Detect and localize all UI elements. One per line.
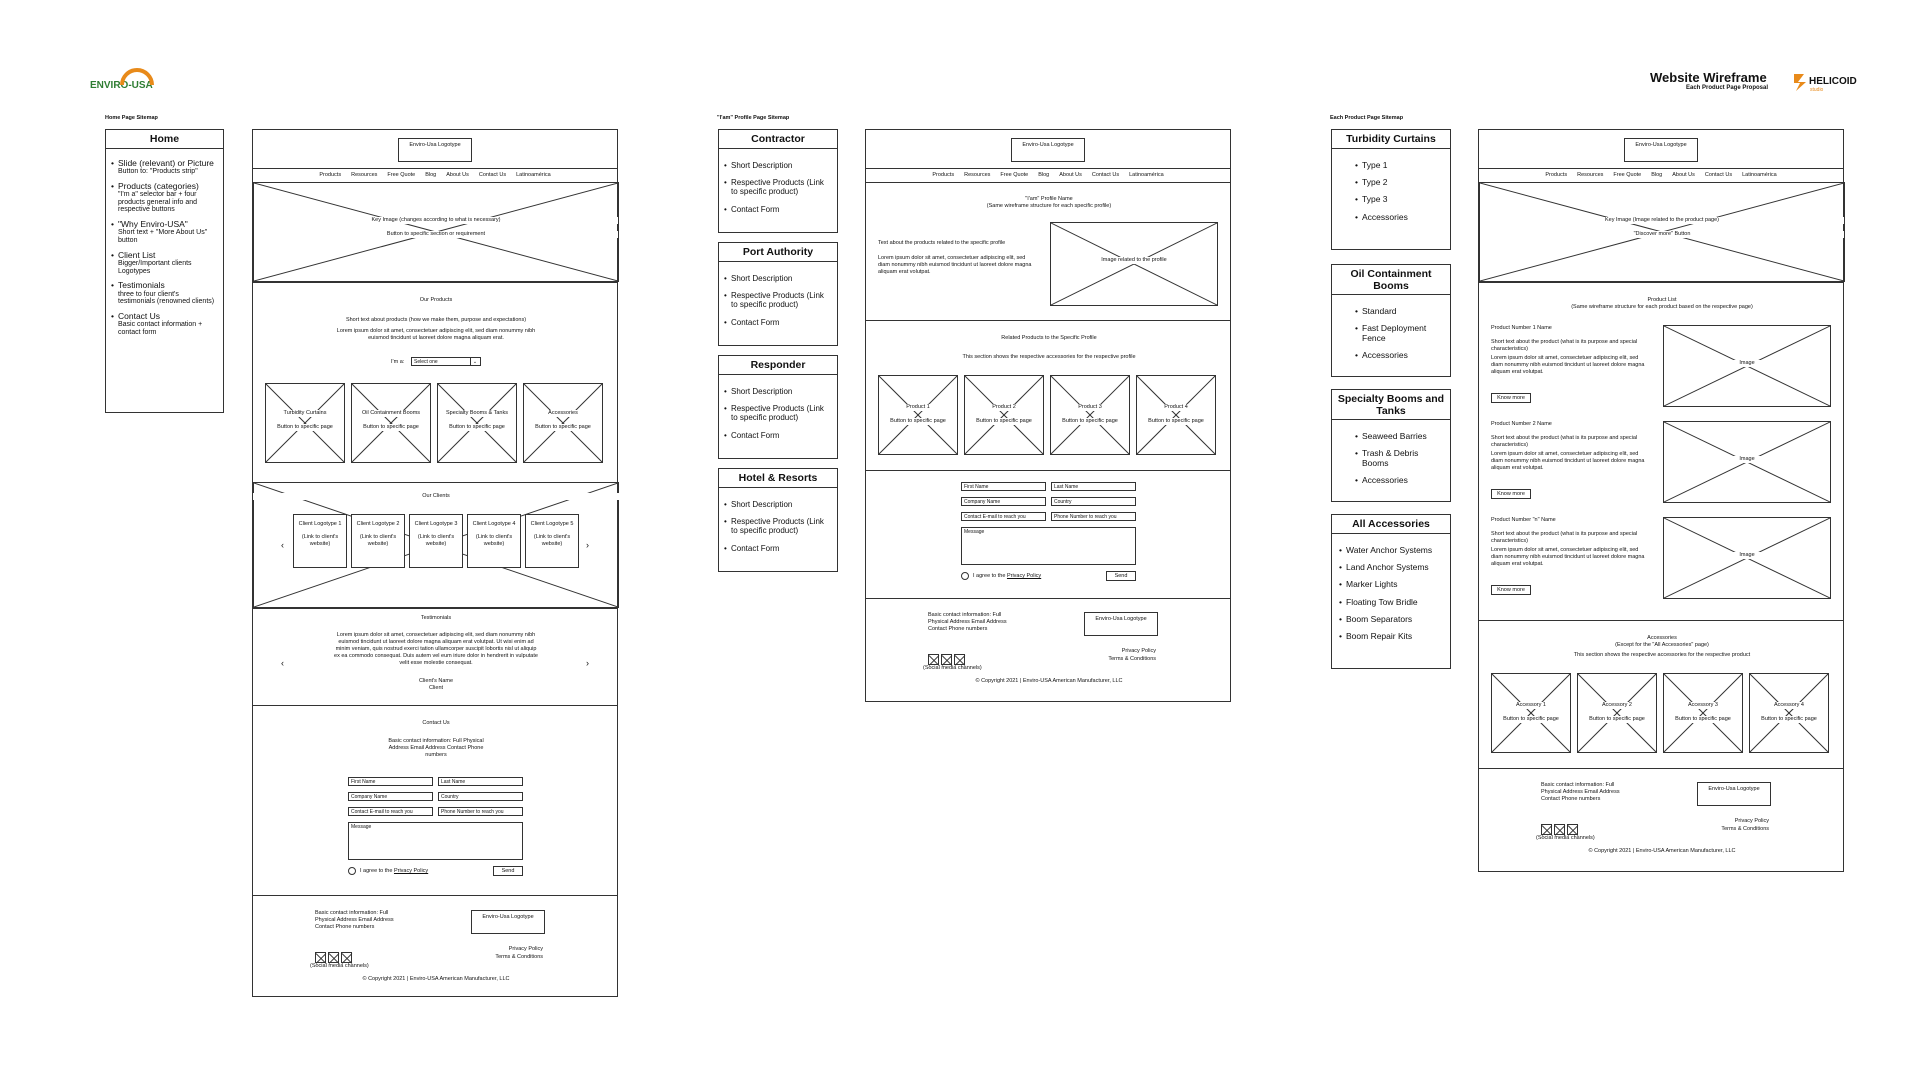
sitemap-item-sub: Basic contact information + contact form — [118, 321, 203, 337]
send-button[interactable]: Send — [1106, 571, 1136, 581]
social-media-icon[interactable] — [328, 952, 339, 963]
accessories-title: Accessories — [1647, 635, 1677, 641]
section-divider — [253, 168, 617, 169]
agree-radio[interactable] — [348, 867, 356, 875]
social-media-icon[interactable] — [954, 654, 965, 665]
sitemap-item-sub: Button to: "Products strip" — [118, 167, 198, 175]
product-item-lorem: Lorem ipsum dolor sit amet, consectetuer adipiscing elit, sed diam nonummy nibh euismod tincidunt ut laoreet dolore magna aliquam erat volutpat. — [1491, 547, 1645, 567]
client-link: (Link to client's website) — [359, 533, 397, 547]
sitemap-item — [118, 312, 215, 337]
profile-sub: (Same wireframe structure for each specific profile) — [986, 203, 1112, 209]
social-media-icon[interactable] — [1567, 824, 1578, 835]
product-item-image — [1663, 517, 1831, 599]
product-item-image — [1663, 421, 1831, 503]
product-sitemap-box — [1331, 514, 1451, 669]
placeholder-cross — [1664, 674, 1742, 752]
nav-item[interactable]: Blog — [425, 172, 437, 178]
placeholder-label: Key Image (Image related to the product page) — [1480, 217, 1844, 224]
social-media-icon[interactable] — [941, 654, 952, 665]
placeholder-label: Button to specific page — [1492, 716, 1570, 723]
footer-logotype: Enviro-Usa Logotype — [1697, 782, 1771, 806]
product-item-lorem: Lorem ipsum dolor sit amet, consectetuer adipiscing elit, sed diam nonummy nibh euismod tincidunt ut laoreet dolore magna aliquam erat volutpat. — [1491, 451, 1645, 471]
placeholder-label: Image related to the profile — [1051, 257, 1217, 264]
product-sitemap-item: • Boom Repair Kits — [1346, 632, 1442, 641]
profile-item: • Contact Form — [731, 319, 829, 328]
company-field[interactable]: Company Name — [348, 792, 433, 801]
section-divider — [866, 182, 1230, 183]
profile-name-title: "I'am" Profile Name — [1025, 196, 1073, 202]
client-logo[interactable] — [467, 514, 521, 568]
profile-items — [719, 488, 837, 567]
profile-item: • Short Description — [731, 388, 829, 397]
profile-item: • Respective Products (Link to specific product) — [731, 405, 829, 423]
product-sitemap-item: • Type 2 — [1362, 178, 1442, 187]
profile-sitemap-box — [718, 468, 838, 572]
placeholder-cross — [1492, 674, 1570, 752]
accessory-card[interactable] — [1749, 673, 1829, 753]
profile-sitemap-box — [718, 355, 838, 459]
nav-item[interactable]: Products — [319, 172, 342, 178]
im-a-label: I'm a: — [391, 359, 405, 365]
placeholder-cross — [1578, 674, 1656, 752]
sitemap-item-label: Slide (relevant) or Picture — [118, 157, 214, 168]
placeholder-cross — [438, 384, 516, 462]
social-media-icon[interactable] — [341, 952, 352, 963]
nav-item[interactable]: Latinoamérica — [1129, 172, 1164, 178]
products-text: Short text about products (how we make them, purpose and expectations) — [345, 317, 527, 323]
profile-item: • Short Description — [731, 501, 829, 510]
nav-item[interactable]: Blog — [1038, 172, 1050, 178]
wireframe-subtitle: Each Product Page Proposal — [1686, 85, 1769, 91]
client-logo[interactable] — [293, 514, 347, 568]
products-lorem: Lorem ipsum dolor sit amet, consectetuer adipiscing elit, sed diam nonummy nibh euismod tincidunt ut laoreet dolore magna aliquam erat. — [336, 328, 536, 341]
clients-title: Our Clients — [253, 493, 619, 500]
last-name-field[interactable]: Last Name — [438, 777, 523, 786]
social-caption: (Social media channels) — [1536, 835, 1595, 841]
footer-contact-info: Basic contact information: Full Physical Address Email Address Contact Phone numbers — [1541, 782, 1620, 802]
company-field[interactable]: Company Name — [961, 497, 1046, 506]
profile-sitemap-label: "I'am" Profile Page Sitemap — [717, 115, 790, 121]
placeholder-label: Image — [1664, 360, 1830, 367]
product-sitemap-title: All Accessories — [1332, 515, 1450, 534]
profile-sitemap-box — [718, 129, 838, 233]
placeholder-cross — [965, 376, 1043, 454]
social-caption: (Social media channels) — [310, 963, 369, 969]
product-item-name: Product Number 1 Name — [1491, 325, 1552, 331]
product-sitemap-item: • Fast Deployment Fence — [1362, 324, 1442, 343]
client-logo-label: Client Logotype 5 — [530, 521, 574, 527]
section-divider — [253, 895, 617, 896]
product-sitemap-title: Oil Containment Booms — [1332, 265, 1450, 295]
sitemap-item-sub: Bigger/Important clients Logotypes — [118, 260, 192, 275]
logotype-placeholder: Enviro-Usa Logotype — [1011, 138, 1085, 162]
product-sitemap-item: • Type 3 — [1362, 195, 1442, 204]
placeholder-label: Image — [1664, 456, 1830, 463]
last-name-field[interactable]: Last Name — [1051, 482, 1136, 491]
product-list-sub: (Same wireframe structure for each product based on the respective page) — [1571, 304, 1753, 310]
testimonials-title: Testimonials — [420, 615, 452, 621]
placeholder-label: Product 2 — [965, 404, 1043, 411]
nav-item[interactable]: Latinoamérica — [516, 172, 551, 178]
phone-field[interactable]: Phone Number to reach you — [438, 807, 523, 816]
placeholder-label: Image — [1664, 552, 1830, 559]
section-divider — [1479, 768, 1843, 769]
placeholder-label: Button to specific page — [1578, 716, 1656, 723]
profile-item: • Respective Products (Link to specific product) — [731, 518, 829, 536]
section-divider — [1479, 168, 1843, 169]
contact-info: Basic contact information: Full Physical Address Email Address Contact Phone numbers — [388, 738, 484, 758]
sitemap-item-label: Products (categories) — [118, 180, 199, 191]
sitemap-item-label: "Why Enviro-USA" — [118, 218, 188, 229]
placeholder-label: Button to specific page — [266, 424, 344, 431]
accessories-sub1: (Except for the "All Accessories" page) — [1615, 642, 1709, 648]
home-sitemap-label: Home Page Sitemap — [105, 115, 158, 121]
placeholder-cross — [266, 384, 344, 462]
product-sitemap-items — [1332, 149, 1450, 234]
placeholder-cross — [1750, 674, 1828, 752]
profile-text: Text about the products related to the specific profile — [878, 240, 1006, 246]
product-item-name: Product Number "n" Name — [1491, 517, 1556, 523]
privacy-policy-link: Privacy Policy — [508, 946, 543, 952]
profile-image — [1050, 222, 1218, 306]
nav-item[interactable]: About Us — [1059, 172, 1082, 178]
logotype-placeholder: Enviro-Usa Logotype — [398, 138, 472, 162]
placeholder-label: Accessory 3 — [1664, 702, 1742, 709]
agree-text — [360, 868, 428, 875]
related-product-card[interactable] — [1050, 375, 1130, 455]
wireframe-title: Website Wireframe — [1650, 70, 1767, 85]
accessory-card[interactable] — [1491, 673, 1571, 753]
product-page-wireframe — [1478, 129, 1844, 872]
footer-logotype: Enviro-Usa Logotype — [1084, 612, 1158, 636]
product-sitemap-box — [1331, 264, 1451, 377]
products-title: Our Products — [419, 297, 453, 303]
chevron-left-icon[interactable]: ‹ — [281, 658, 284, 668]
sitemap-item-label: Client List — [118, 249, 156, 260]
nav-item[interactable]: Resources — [1577, 172, 1604, 178]
home-page-wireframe — [252, 129, 618, 997]
placeholder-label: Button to specific page — [1051, 418, 1129, 425]
home-sitemap — [105, 129, 224, 413]
product-card[interactable] — [523, 383, 603, 463]
phone-field[interactable]: Phone Number to reach you — [1051, 512, 1136, 521]
nav-item[interactable]: Contact Us — [478, 172, 507, 178]
placeholder-label: Product 1 — [879, 404, 957, 411]
profile-title: Port Authority — [719, 243, 837, 262]
placeholder-label: Accessory 1 — [1492, 702, 1570, 709]
product-card[interactable] — [351, 383, 431, 463]
placeholder-label: Key Image (changes according to what is necessary) — [254, 217, 618, 224]
client-link: (Link to client's website) — [417, 533, 455, 547]
social-media-icon[interactable] — [315, 952, 326, 963]
placeholder-label: Turbidity Curtains — [266, 410, 344, 417]
placeholder-label: Accessory 4 — [1750, 702, 1828, 709]
product-sitemap-item: • Accessories — [1362, 351, 1442, 360]
placeholder-label: Specialty Booms & Tanks — [438, 410, 516, 417]
profile-sitemap-box — [718, 242, 838, 346]
privacy-policy-link: Privacy Policy — [1734, 818, 1769, 824]
placeholder-label: "Discover more" Button — [1480, 231, 1844, 238]
client-link: (Link to client's website) — [301, 533, 339, 547]
copyright: © Copyright 2021 | Enviro-USA American Manufacturer, LLC — [1588, 848, 1736, 854]
product-sitemap-box — [1331, 389, 1451, 502]
nav-item[interactable]: Free Quote — [387, 172, 416, 178]
social-media-icon[interactable] — [928, 654, 939, 665]
social-media-icon[interactable] — [1541, 824, 1552, 835]
section-divider — [1479, 620, 1843, 621]
profile-items — [719, 375, 837, 454]
sitemap-item-sub: three to four client's testimonials (renowned clients) — [118, 290, 215, 306]
related-title: Related Products to the Specific Profile — [1001, 335, 1097, 341]
related-product-card[interactable] — [1136, 375, 1216, 455]
enviro-usa-logo: ENVIRO-USA — [90, 80, 153, 91]
product-sitemap-item: • Floating Tow Bridle — [1346, 598, 1442, 607]
footer-contact-info: Basic contact information: Full Physical Address Email Address Contact Phone numbers — [315, 910, 394, 930]
product-sitemap-item: • Accessories — [1362, 476, 1442, 485]
placeholder-label: Button to specific page — [438, 424, 516, 431]
product-sitemap-item: • Seaweed Barries — [1362, 432, 1442, 441]
message-field[interactable]: Message — [348, 822, 523, 860]
accessory-card[interactable] — [1663, 673, 1743, 753]
helicoid-icon — [1792, 72, 1808, 92]
first-name-field[interactable]: First Name — [348, 777, 433, 786]
product-sitemap-item: • Water Anchor Systems — [1346, 546, 1442, 555]
product-item-name: Product Number 2 Name — [1491, 421, 1552, 427]
first-name-field[interactable]: First Name — [961, 482, 1046, 491]
product-sitemap-items — [1332, 420, 1450, 497]
nav-item[interactable]: About Us — [1672, 172, 1695, 178]
product-sitemap-item: • Trash & Debris Booms — [1362, 449, 1442, 468]
product-sitemap-item: • Accessories — [1362, 213, 1442, 222]
copyright: © Copyright 2021 | Enviro-USA American Manufacturer, LLC — [975, 678, 1123, 684]
placeholder-cross — [1137, 376, 1215, 454]
placeholder-cross — [879, 376, 957, 454]
placeholder-label: Accessory 2 — [1578, 702, 1656, 709]
main-nav — [253, 172, 617, 178]
profile-items — [719, 262, 837, 341]
product-sitemap-item: • Type 1 — [1362, 161, 1442, 170]
chevron-down-icon: ⌄ — [470, 358, 479, 366]
product-sitemap-item: • Land Anchor Systems — [1346, 563, 1442, 572]
privacy-link[interactable]: Privacy Policy — [393, 868, 429, 874]
terms-link: Terms & Conditions — [495, 954, 543, 960]
section-divider — [253, 608, 617, 609]
nav-item[interactable]: Blog — [1651, 172, 1663, 178]
product-sitemap-items — [1332, 295, 1450, 372]
product-sitemap-item: • Boom Separators — [1346, 615, 1442, 624]
sitemap-item — [118, 159, 215, 176]
section-divider — [1479, 282, 1843, 283]
placeholder-label: Button to specific page — [1750, 716, 1828, 723]
placeholder-label: Button to specific page — [879, 418, 957, 425]
client-logo[interactable] — [525, 514, 579, 568]
product-sitemap-title: Turbidity Curtains — [1332, 130, 1450, 149]
country-field[interactable]: Country — [438, 792, 523, 801]
chevron-right-icon[interactable]: › — [586, 658, 589, 668]
know-more-button[interactable]: Know more — [1491, 585, 1531, 595]
nav-item[interactable]: Resources — [964, 172, 991, 178]
product-sitemap-box — [1331, 129, 1451, 250]
product-item-short: Short text about the product (what is its purpose and special characteristics) — [1491, 339, 1638, 352]
know-more-button[interactable]: Know more — [1491, 393, 1531, 403]
section-divider — [866, 598, 1230, 599]
sitemap-item — [118, 220, 215, 245]
contact-title: Contact Us — [422, 720, 450, 726]
placeholder-label: Oil Containment Booms — [352, 410, 430, 417]
profile-item: • Respective Products (Link to specific product) — [731, 179, 829, 197]
product-sitemap-items — [1332, 534, 1450, 654]
profile-item: • Respective Products (Link to specific product) — [731, 292, 829, 310]
footer-logotype: Enviro-Usa Logotype — [471, 910, 545, 934]
nav-item[interactable]: Resources — [351, 172, 378, 178]
client-logo-label: Client Logotype 3 — [414, 521, 458, 527]
agree-radio[interactable] — [961, 572, 969, 580]
testimonial-text: Lorem ipsum dolor sit amet, consectetuer adipiscing elit, sed diam nonummy nibh euismod tincidunt ut laoreet dolore magna aliquam erat volutpat. Ut wisi enim ad minim veniam, quis nostrud exerci tation ullamcorper suscipit lobortis nisl ut aliquip ex ea commodo consequat. Duis autem vel eum iriure dolor in hendrerit in vulputate velit esse molestie consequat. — [334, 632, 538, 666]
testimonial-client-role: Client — [428, 685, 444, 691]
section-divider — [253, 705, 617, 706]
terms-link: Terms & Conditions — [1721, 826, 1769, 832]
section-divider — [253, 282, 617, 283]
client-link: (Link to client's website) — [533, 533, 571, 547]
client-logo[interactable] — [351, 514, 405, 568]
know-more-button[interactable]: Know more — [1491, 489, 1531, 499]
placeholder-cross — [524, 384, 602, 462]
sitemap-item-sub: "I'm a" selector bar + four products general info and respective buttons — [118, 190, 197, 214]
product-sitemap-title: Specialty Booms and Tanks — [1332, 390, 1450, 420]
country-field[interactable]: Country — [1051, 497, 1136, 506]
chevron-right-icon[interactable]: › — [586, 540, 589, 550]
home-sitemap-list — [106, 149, 223, 347]
main-nav — [866, 172, 1230, 178]
product-card[interactable] — [265, 383, 345, 463]
agree-label: I agree to the — [973, 573, 1007, 579]
placeholder-cross — [352, 384, 430, 462]
profile-item: • Short Description — [731, 275, 829, 284]
placeholder-cross — [1051, 376, 1129, 454]
related-product-card[interactable] — [964, 375, 1044, 455]
profile-title: Contractor — [719, 130, 837, 149]
section-divider — [866, 320, 1230, 321]
product-hero-image — [1479, 182, 1845, 282]
placeholder-label: Button to specific section or requirement — [254, 231, 618, 238]
main-nav — [1479, 172, 1843, 178]
client-logo-label: Client Logotype 1 — [298, 521, 342, 527]
placeholder-label: Accessories — [524, 410, 602, 417]
message-field[interactable]: Message — [961, 527, 1136, 565]
profile-lorem: Lorem ipsum dolor sit amet, consectetuer adipiscing elit, sed diam nonummy nibh euismod tincidunt ut laoreet dolore magna aliquam erat volutpat. — [878, 255, 1032, 275]
social-caption: (Social media channels) — [923, 665, 982, 671]
product-card[interactable] — [437, 383, 517, 463]
product-item-short: Short text about the product (what is its purpose and special characteristics) — [1491, 435, 1638, 448]
logotype-placeholder: Enviro-Usa Logotype — [1624, 138, 1698, 162]
profile-item: • Contact Form — [731, 432, 829, 441]
sitemap-item-label: Testimonials — [118, 280, 165, 291]
email-field[interactable]: Contact E-mail to reach you — [961, 512, 1046, 521]
email-field[interactable]: Contact E-mail to reach you — [348, 807, 433, 816]
nav-item[interactable]: Contact Us — [1704, 172, 1733, 178]
sitemap-item-label: Contact Us — [118, 311, 161, 322]
privacy-link[interactable]: Privacy Policy — [1006, 573, 1042, 579]
product-item-lorem: Lorem ipsum dolor sit amet, consectetuer adipiscing elit, sed diam nonummy nibh euismod tincidunt ut laoreet dolore magna aliquam erat volutpat. — [1491, 355, 1645, 375]
profile-item: • Contact Form — [731, 545, 829, 554]
placeholder-label: Product 3 — [1051, 404, 1129, 411]
sitemap-item-sub: Short text + "More About Us" button — [118, 229, 208, 245]
related-product-card[interactable] — [878, 375, 958, 455]
social-media-icon[interactable] — [1554, 824, 1565, 835]
client-logo-label: Client Logotype 2 — [356, 521, 400, 527]
sitemap-item — [118, 281, 215, 306]
nav-item[interactable]: Free Quote — [1000, 172, 1029, 178]
related-sub: This section shows the respective accessories for the respective profile — [962, 354, 1136, 360]
footer-contact-info: Basic contact information: Full Physical Address Email Address Contact Phone numbers — [928, 612, 1007, 632]
placeholder-label: Button to specific page — [965, 418, 1043, 425]
profile-items — [719, 149, 837, 228]
copyright: © Copyright 2021 | Enviro-USA American Manufacturer, LLC — [362, 976, 510, 982]
testimonial-client-name: Client's Name — [418, 678, 454, 684]
agree-text — [973, 573, 1041, 580]
client-link: (Link to client's website) — [475, 533, 513, 547]
nav-item[interactable]: About Us — [446, 172, 469, 178]
profile-selector[interactable]: Select one ⌄ — [411, 357, 481, 366]
product-sitemap-label: Each Product Page Sitemap — [1330, 115, 1404, 121]
hero-image — [253, 182, 619, 282]
profile-item: • Short Description — [731, 162, 829, 171]
nav-item[interactable]: Products — [932, 172, 955, 178]
accessories-sub2: This section shows the respective accessories for the respective product — [1573, 652, 1751, 658]
nav-item[interactable]: Products — [1545, 172, 1568, 178]
agree-label: I agree to the — [360, 868, 394, 874]
nav-item[interactable]: Contact Us — [1091, 172, 1120, 178]
profile-page-wireframe — [865, 129, 1231, 702]
sitemap-item — [118, 251, 215, 276]
accessory-card[interactable] — [1577, 673, 1657, 753]
profile-title: Responder — [719, 356, 837, 375]
product-item-short: Short text about the product (what is its purpose and special characteristics) — [1491, 531, 1638, 544]
placeholder-label: Button to specific page — [524, 424, 602, 431]
sun-arc-icon — [118, 68, 158, 86]
product-list-title: Product List — [1647, 297, 1677, 303]
product-sitemap-item: • Standard — [1362, 307, 1442, 316]
placeholder-label: Button to specific page — [1137, 418, 1215, 425]
product-sitemap-item: • Marker Lights — [1346, 580, 1442, 589]
chevron-left-icon[interactable]: ‹ — [281, 540, 284, 550]
sitemap-item — [118, 182, 215, 214]
section-divider — [866, 168, 1230, 169]
client-logo[interactable] — [409, 514, 463, 568]
profile-title: Hotel & Resorts — [719, 469, 837, 488]
placeholder-label: Button to specific page — [1664, 716, 1742, 723]
nav-item[interactable]: Free Quote — [1613, 172, 1642, 178]
privacy-policy-link: Privacy Policy — [1121, 648, 1156, 654]
terms-link: Terms & Conditions — [1108, 656, 1156, 662]
profile-item: • Contact Form — [731, 206, 829, 215]
product-item-image — [1663, 325, 1831, 407]
placeholder-label: Product 4 — [1137, 404, 1215, 411]
placeholder-label: Button to specific page — [352, 424, 430, 431]
section-divider — [866, 470, 1230, 471]
nav-item[interactable]: Latinoamérica — [1742, 172, 1777, 178]
home-sitemap-title: Home — [106, 130, 223, 149]
client-logo-label: Client Logotype 4 — [472, 521, 516, 527]
send-button[interactable]: Send — [493, 866, 523, 876]
